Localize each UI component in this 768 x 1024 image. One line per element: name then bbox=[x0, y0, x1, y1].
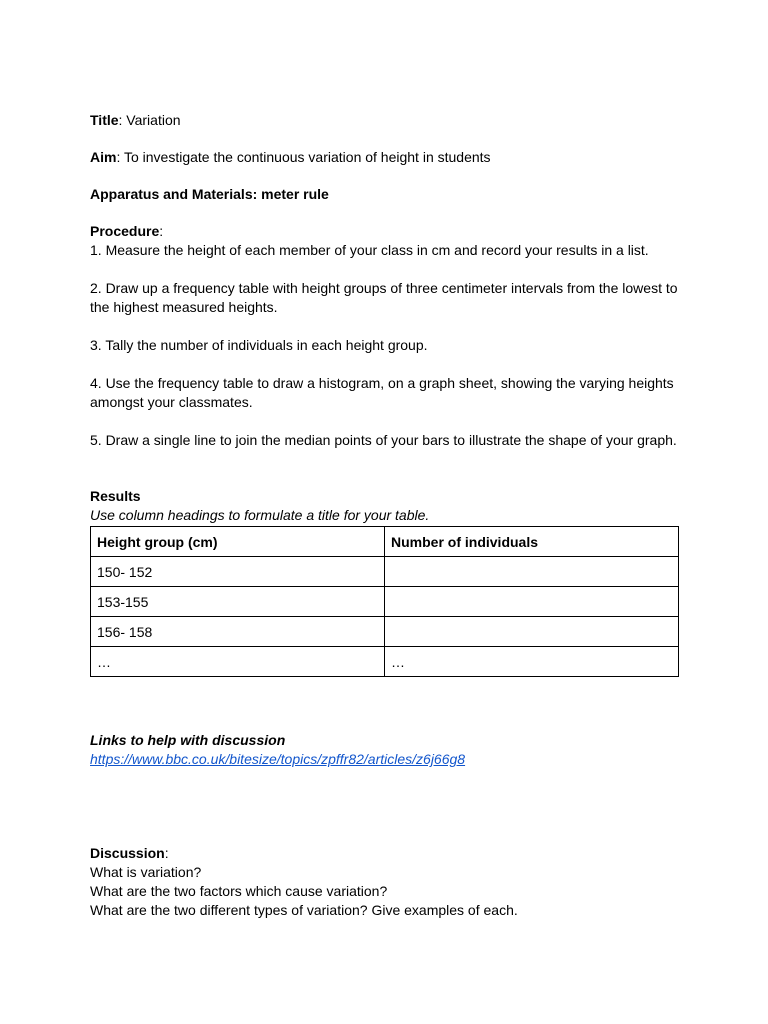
table-row bbox=[91, 647, 679, 677]
results-table bbox=[90, 526, 679, 677]
procedure-step: 3. Tally the number of individuals in each height group. bbox=[90, 337, 428, 353]
table-cell[interactable] bbox=[385, 617, 679, 647]
table-cell: 150- 152 bbox=[91, 557, 385, 587]
results-heading: Results bbox=[90, 488, 141, 504]
column-header-count: Number of individuals bbox=[385, 527, 679, 557]
procedure-step: 1. Measure the height of each member of your class in cm and record your results in a list. bbox=[90, 242, 649, 258]
table-cell: … bbox=[385, 647, 679, 677]
table-cell: 156- 158 bbox=[91, 617, 385, 647]
table-cell[interactable] bbox=[385, 557, 679, 587]
table-row bbox=[91, 587, 679, 617]
results-instruction: Use column headings to formulate a title for your table. bbox=[90, 507, 430, 523]
aim-line: Aim: To investigate the continuous variation of height in students bbox=[90, 149, 491, 165]
table-header-row bbox=[91, 527, 679, 557]
links-heading: Links to help with discussion bbox=[90, 732, 286, 748]
discussion-heading: Discussion: bbox=[90, 845, 169, 861]
table-row bbox=[91, 557, 679, 587]
document-body bbox=[90, 111, 680, 920]
procedure-step: 5. Draw a single line to join the median points of your bars to illustrate the shape of your graph. bbox=[90, 432, 677, 448]
discussion-question: What are the two different types of variation? Give examples of each. bbox=[90, 902, 518, 918]
table-cell: 153-155 bbox=[91, 587, 385, 617]
procedure-step: 2. Draw up a frequency table with height groups of three centimeter intervals from the lowest to the highest measured heights. bbox=[90, 280, 678, 315]
column-header-height: Height group (cm) bbox=[91, 527, 385, 557]
apparatus-line: Apparatus and Materials: meter rule bbox=[90, 186, 329, 202]
links-line bbox=[90, 750, 680, 769]
table-row bbox=[91, 617, 679, 647]
table-cell[interactable] bbox=[385, 587, 679, 617]
procedure-heading: Procedure: bbox=[90, 223, 164, 239]
bbc-bitesize-link[interactable]: https://www.bbc.co.uk/bitesize/topics/zpffr82/articles/z6j66g8 bbox=[90, 751, 466, 767]
discussion-question: What is variation? bbox=[90, 864, 202, 880]
procedure-step: 4. Use the frequency table to draw a histogram, on a graph sheet, showing the varying heights amongst your classmates. bbox=[90, 375, 674, 410]
table-cell: … bbox=[91, 647, 385, 677]
title-line: Title: Variation bbox=[90, 112, 181, 128]
discussion-question: What are the two factors which cause variation? bbox=[90, 883, 388, 899]
